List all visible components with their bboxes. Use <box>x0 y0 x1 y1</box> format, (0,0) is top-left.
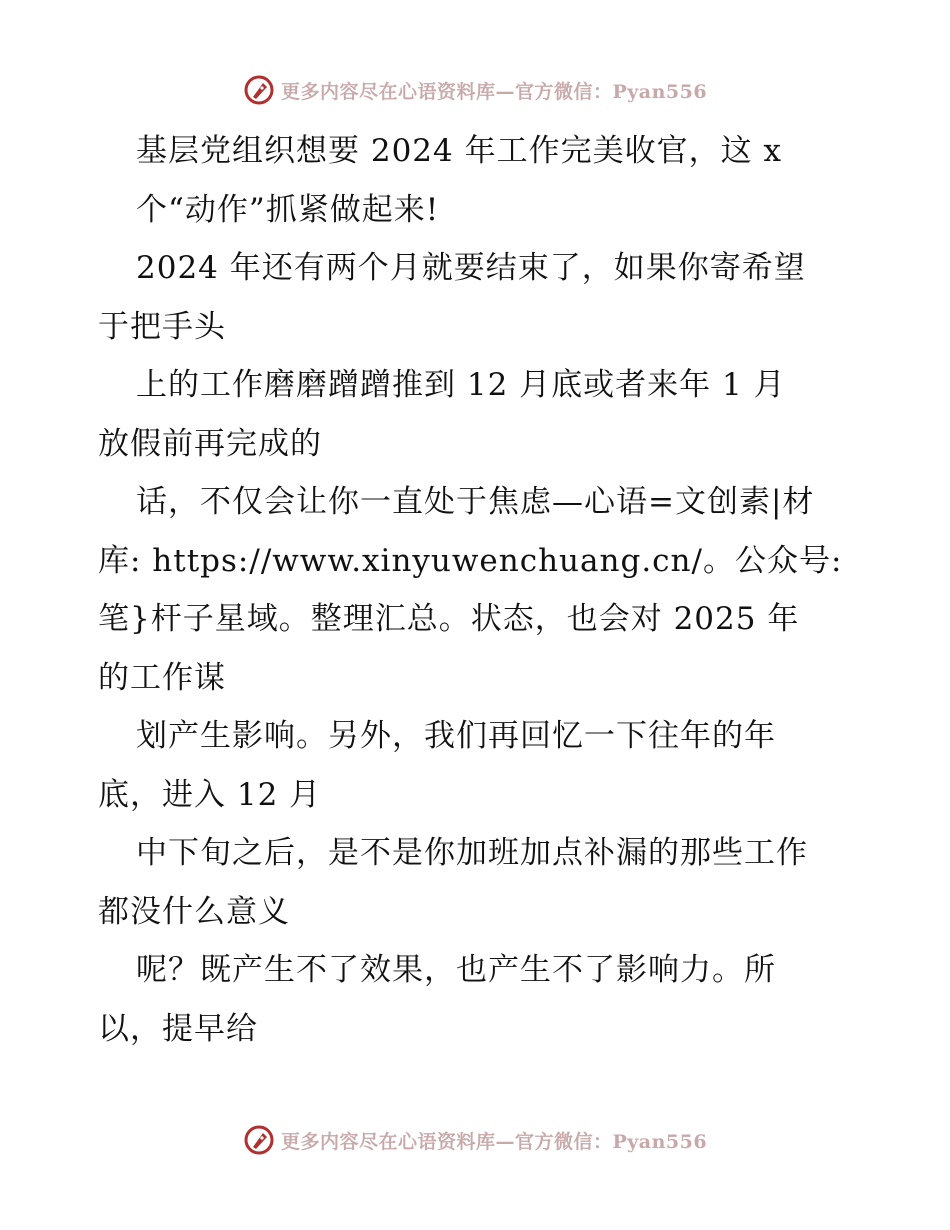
text-line: 2024 年还有两个月就要结束了，如果你寄希望 <box>136 250 806 286</box>
text-line: 中下旬之后，是不是你加班加点补漏的那些工作 <box>136 835 808 871</box>
banner-text: 更多内容尽在心语资料库—官方微信：Pyan556 <box>280 1130 708 1153</box>
text-line: 库: https://www.xinyuwenchuang.cn/。公众号: <box>98 542 843 579</box>
text-line: 的工作谋 <box>98 659 226 696</box>
header-banner <box>0 70 950 110</box>
banner-text: 更多内容尽在心语资料库—官方微信：Pyan556 <box>280 80 708 103</box>
text-line: 划产生影响。另外，我们再回忆一下往年的年 <box>136 718 776 754</box>
text-line: 于把手头 <box>98 308 226 345</box>
document-body <box>98 122 858 1058</box>
text-line: 话，不仅会让你一直处于焦虑—心语=文创素|材 <box>136 484 815 520</box>
text-line: 上的工作磨磨蹭蹭推到 12 月底或者来年 1 月 <box>136 367 786 403</box>
text-line: 放假前再完成的 <box>98 425 322 462</box>
text-line: 个“动作”抓紧做起来! <box>136 191 440 228</box>
text-line: 都没什么意义 <box>98 893 290 930</box>
pen-nib-icon <box>243 1124 275 1156</box>
footer-banner <box>0 1120 950 1160</box>
text-line: 底，进入 12 月 <box>98 776 322 813</box>
text-line: 基层党组织想要 2024 年工作完美收官，这 x <box>136 133 782 169</box>
text-line: 呢？既产生不了效果，也产生不了影响力。所 <box>136 952 776 988</box>
pen-nib-icon <box>243 74 275 106</box>
text-line: 笔}杆子星域。整理汇总。状态，也会对 2025 年 <box>98 601 800 637</box>
text-line: 以，提早给 <box>98 1010 258 1047</box>
